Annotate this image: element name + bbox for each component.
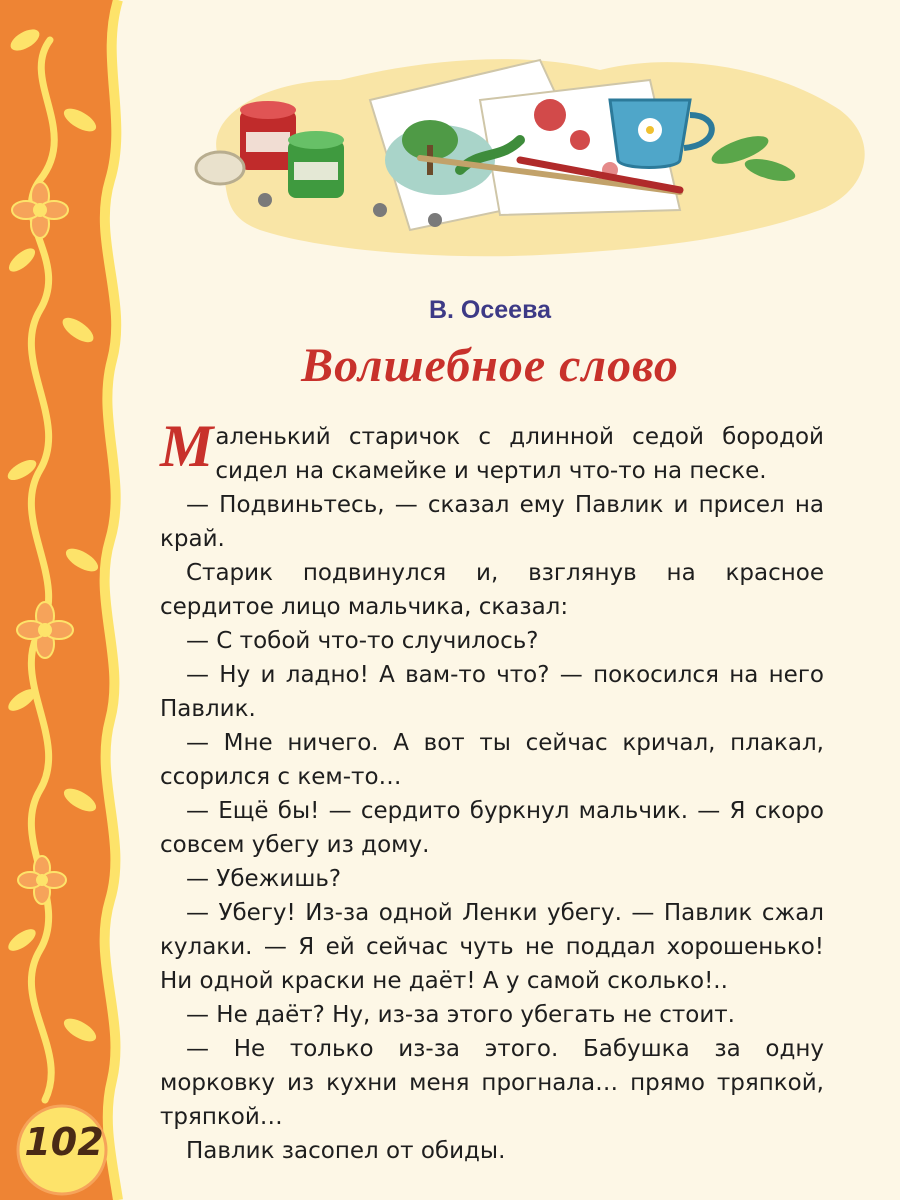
paint-lid-icon [196,152,244,184]
paragraph: — Не даёт? Ну, из-за этого убегать не стоит. [186,1002,735,1028]
story-title: Волшебное слово [301,339,679,392]
drop-cap: М [160,413,214,479]
paragraph: — Убегу! Из-за одной Ленки убегу. — Павлик сжал кулаки. — Я ей сейчас чуть не поддал хорошенько! Ни одной краски не даёт! А у самой сколько!.. [160,900,824,994]
paragraph: — Не только из-за этого. Бабушка за одну морковку из кухни меня прогнала… прямо тряпкой, тряпкой… [160,1036,824,1130]
paragraph: — С тобой что-то случилось? [186,628,539,654]
header-illustration [180,40,880,270]
paragraph: Павлик засопел от обиды. [186,1138,506,1164]
decorative-left-border [0,0,140,1200]
author-name: В. Осеева [428,296,552,324]
paragraph: — Подвиньтесь, — сказал ему Павлик и присел на край. [160,492,824,552]
paragraph: — Ну и ладно! А вам-то что? — покосился на него Павлик. [160,662,824,722]
paint-jar-green-icon [288,131,344,198]
paragraph: — Ещё бы! — сердито буркнул мальчик. — Я скоро совсем убегу из дому. [160,798,824,858]
page-number: 102 [24,1120,104,1164]
story-text [160,413,824,1168]
paragraph: — Мне ничего. А вот ты сейчас кричал, плакал, ссорился с кем-то… [160,730,824,790]
paragraph: — Убежишь? [186,866,342,892]
paragraph: Старик подвинулся и, взглянув на красное сердитое лицо мальчика, сказал: [160,560,824,620]
paragraph: Маленький старичок с длинной седой бородой сидел на скамейке и чертил что-то на песке. [160,413,824,484]
paint-jar-red-icon [240,101,296,170]
